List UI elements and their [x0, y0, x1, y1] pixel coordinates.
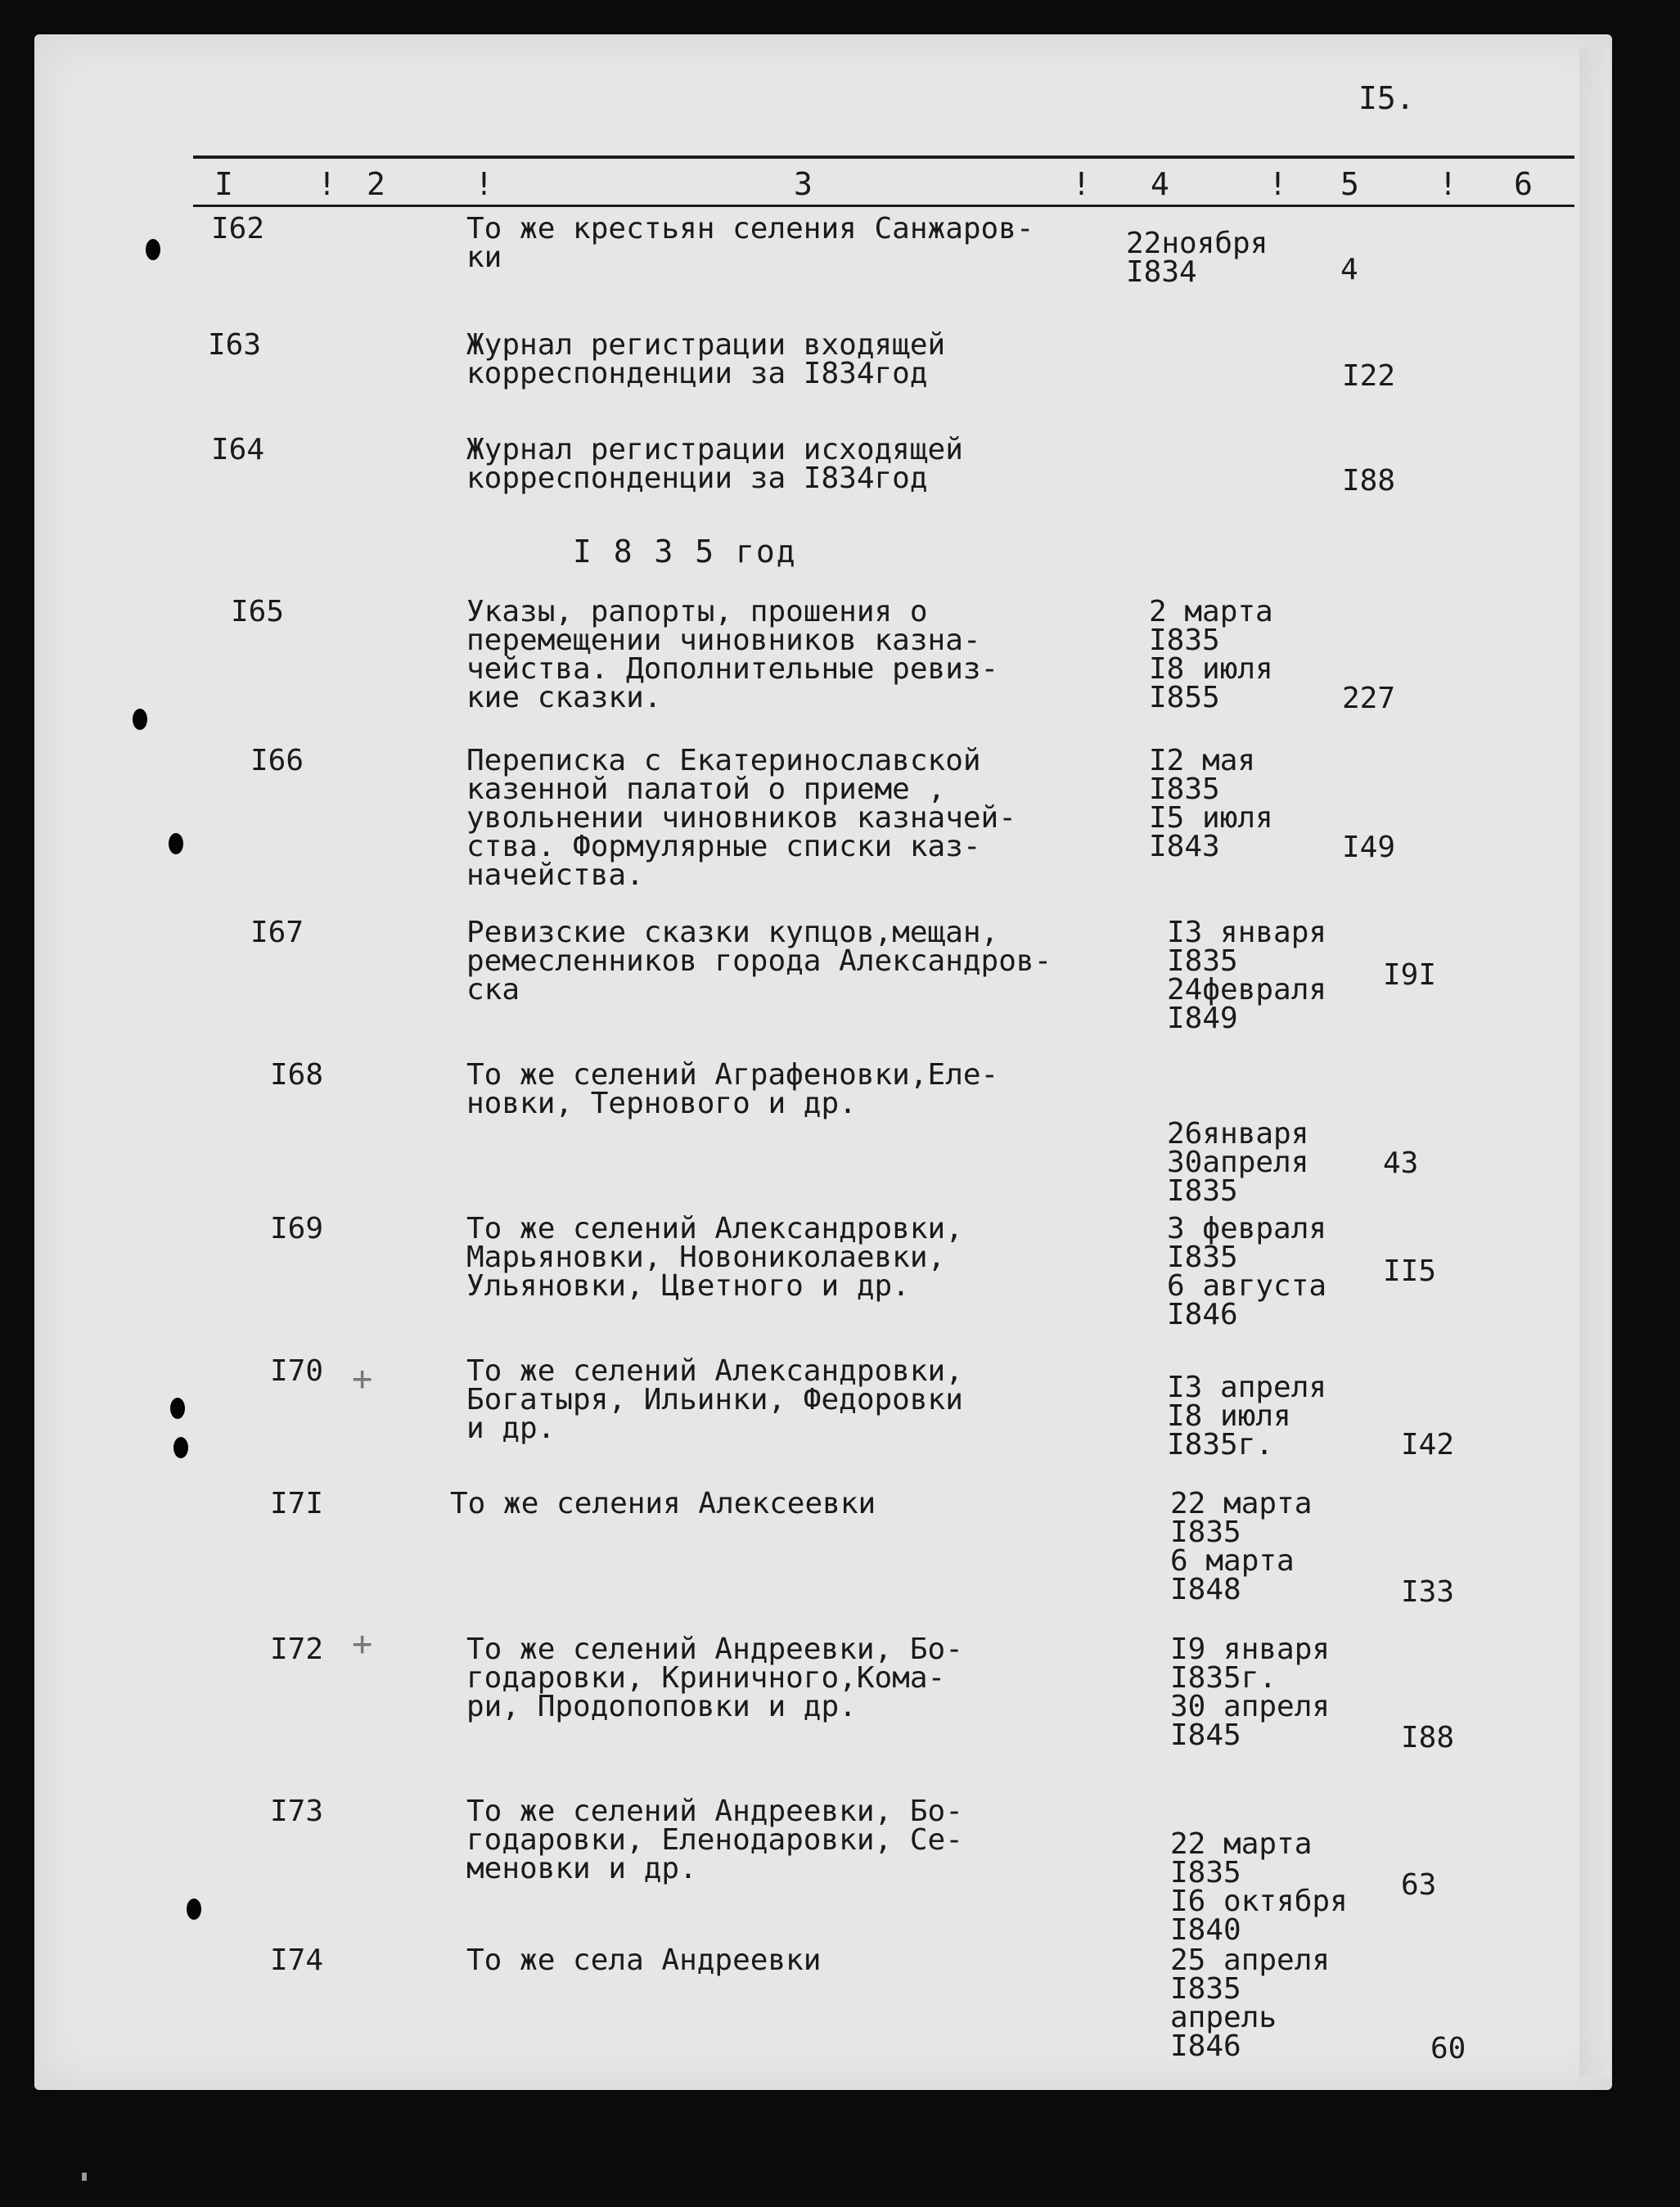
entry-title-line: Указы, рапорты, прошения о [466, 595, 928, 628]
entry-date-line: I849 [1167, 1002, 1238, 1035]
entry-title-line: Богатыря, Ильинки, Федоровки [466, 1383, 963, 1417]
entry-date-line: I843 [1149, 830, 1220, 863]
entry-sheet-count: I33 [1401, 1575, 1455, 1609]
entry-title-line: начейства. [466, 858, 644, 892]
entry-title-line: корреспонденции за I834год [466, 357, 928, 390]
entry-title-line: То же селений Александровки, [466, 1212, 963, 1245]
entry-number: I63 [208, 328, 262, 362]
pencil-cross-mark: + [352, 1624, 373, 1664]
table-top-rule [193, 155, 1574, 159]
entry-title-line: То же селений Александровки, [466, 1354, 963, 1388]
column-header: 6 [1514, 166, 1533, 202]
entry-date-line: I835 [1170, 1856, 1241, 1889]
entry-date-line: 22ноября [1126, 227, 1268, 260]
entry-date-line: 6 августа [1167, 1269, 1327, 1303]
entry-number: I69 [270, 1212, 324, 1245]
entry-title-line: То же селений Андреевки, Бо- [466, 1633, 963, 1666]
entry-number: I7I [270, 1487, 324, 1520]
entry-title-line: чейства. Дополнительные ревиз- [466, 652, 999, 686]
entry-date-line: 30апреля [1167, 1146, 1309, 1179]
entry-date-line: 6 марта [1170, 1544, 1295, 1578]
entry-date-line: 24февраля [1167, 973, 1327, 1007]
entry-title-line: То же селений Андреевки, Бо- [466, 1795, 963, 1828]
edge-mark [82, 2173, 87, 2181]
entry-sheet-count: I88 [1342, 464, 1396, 498]
entry-date-line: I835 [1167, 1174, 1238, 1208]
entry-title-line: годаровки, Еленодаровки, Се- [466, 1823, 963, 1857]
punch-hole [187, 1898, 201, 1920]
entry-date-line: I3 апреля [1167, 1371, 1327, 1404]
entry-title-line: кие сказки. [466, 681, 662, 714]
entry-date-line: 22 марта [1170, 1487, 1313, 1520]
column-header: ! [318, 166, 336, 202]
entry-title-line: и др. [466, 1412, 556, 1445]
entry-number: I66 [250, 744, 304, 777]
entry-title-line: ремесленников города Александров- [466, 944, 1052, 978]
entry-date-line: I9 января [1170, 1633, 1331, 1666]
entry-sheet-count: I9I [1383, 958, 1437, 992]
column-header: 4 [1151, 166, 1169, 202]
entry-date-line: I8 июля [1149, 652, 1273, 686]
entry-title-line: перемещении чиновников казна- [466, 624, 981, 657]
entry-date-line: I835 [1149, 772, 1220, 806]
entry-title-line: То же селения Алексеевки [450, 1487, 876, 1520]
year-heading: I 8 3 5 год [573, 534, 797, 570]
column-header: ! [1439, 166, 1457, 202]
entry-number: I70 [270, 1354, 324, 1388]
entry-sheet-count: II5 [1383, 1254, 1437, 1288]
entry-date-line: I846 [1170, 2029, 1241, 2063]
entry-sheet-count: 60 [1430, 2032, 1466, 2065]
entry-date-line: I848 [1170, 1573, 1241, 1606]
entry-date-line: I835 [1149, 624, 1220, 657]
entry-date-line: 2 марта [1149, 595, 1273, 628]
column-header: ! [1072, 166, 1091, 202]
table-header-rule [193, 205, 1574, 207]
entry-sheet-count: 63 [1401, 1868, 1437, 1902]
entry-title-line: ки [466, 241, 502, 274]
entry-date-line: 25 апреля [1170, 1944, 1331, 1977]
entry-title-line: ска [466, 973, 520, 1007]
entry-title-line: казенной палатой о приеме , [466, 772, 946, 806]
entry-title-line: То же села Андреевки [466, 1944, 822, 1977]
column-header: 3 [794, 166, 813, 202]
column-header: I [214, 166, 233, 202]
entry-sheet-count: I22 [1342, 359, 1396, 393]
entry-title-line: Марьяновки, Новониколаевки, [466, 1241, 946, 1274]
entry-date-line: I834 [1126, 255, 1197, 289]
entry-number: I65 [231, 595, 285, 628]
entry-number: I62 [211, 212, 265, 245]
entry-date-line: 26января [1167, 1117, 1309, 1151]
entry-date-line: I2 мая [1149, 744, 1256, 777]
entry-date-line: I835г. [1167, 1428, 1274, 1462]
entry-date-line: I3 января [1167, 916, 1327, 949]
entry-date-line: I845 [1170, 1718, 1241, 1752]
column-header: 5 [1340, 166, 1359, 202]
entry-date-line: I840 [1170, 1913, 1241, 1947]
page-number: I5. [1358, 80, 1415, 116]
entry-sheet-count: 4 [1340, 253, 1358, 286]
entry-number: I73 [270, 1795, 324, 1828]
entry-title-line: Переписка с Екатеринославской [466, 744, 981, 777]
entry-title-line: Журнал регистрации входящей [466, 328, 946, 362]
entry-sheet-count: I49 [1342, 831, 1396, 864]
entry-title-line: То же селений Аграфеновки,Еле- [466, 1058, 999, 1092]
column-header: ! [475, 166, 493, 202]
entry-title-line: То же крестьян селения Санжаров- [466, 212, 1034, 245]
entry-date-line: I6 октября [1170, 1885, 1348, 1918]
entry-title-line: корреспонденции за I834год [466, 462, 928, 495]
entry-sheet-count: I42 [1401, 1428, 1455, 1462]
entry-title-line: новки, Тернового и др. [466, 1087, 857, 1120]
entry-title-line: увольнении чиновников казначей- [466, 801, 1016, 835]
entry-date-line: I835 [1167, 1241, 1238, 1274]
entry-number: I67 [250, 916, 304, 949]
entry-number: I64 [211, 433, 265, 466]
entry-date-line: I8 июля [1167, 1399, 1291, 1433]
entry-number: I72 [270, 1633, 324, 1666]
entry-date-line: I835 [1170, 1972, 1241, 2006]
column-header: ! [1268, 166, 1287, 202]
entry-title-line: Ульяновки, Цветного и др. [466, 1269, 910, 1303]
punch-hole [169, 833, 183, 854]
column-header: 2 [367, 166, 385, 202]
entry-number: I68 [270, 1058, 324, 1092]
punch-hole [170, 1398, 185, 1419]
entry-date-line: I855 [1149, 681, 1220, 714]
punch-hole [173, 1437, 188, 1458]
punch-hole [146, 239, 160, 260]
entry-date-line: I846 [1167, 1298, 1238, 1331]
entry-title-line: Ревизские сказки купцов,мещан, [466, 916, 999, 949]
entry-title-line: годаровки, Криничного,Кома- [466, 1661, 946, 1695]
entry-title-line: ства. Формулярные списки каз- [466, 830, 981, 863]
entry-title-line: меновки и др. [466, 1852, 697, 1885]
entry-title-line: Журнал регистрации исходящей [466, 433, 963, 466]
page-edge-shadow [1579, 47, 1610, 2077]
entry-date-line: 3 февраля [1167, 1212, 1327, 1245]
pencil-cross-mark: + [352, 1358, 373, 1399]
entry-sheet-count: 43 [1383, 1146, 1419, 1180]
entry-sheet-count: I88 [1401, 1721, 1455, 1754]
entry-title-line: ри, Продопоповки и др. [466, 1690, 857, 1723]
punch-hole [133, 709, 147, 730]
entry-date-line: 30 апреля [1170, 1690, 1331, 1723]
entry-date-line: 22 марта [1170, 1827, 1313, 1861]
entry-date-line: I835 [1167, 944, 1238, 978]
entry-sheet-count: 227 [1342, 682, 1396, 715]
entry-date-line: I835 [1170, 1516, 1241, 1549]
entry-date-line: I5 июля [1149, 801, 1273, 835]
entry-date-line: I835г. [1170, 1661, 1277, 1695]
entry-date-line: апрель [1170, 2001, 1277, 2034]
entry-number: I74 [270, 1944, 324, 1977]
